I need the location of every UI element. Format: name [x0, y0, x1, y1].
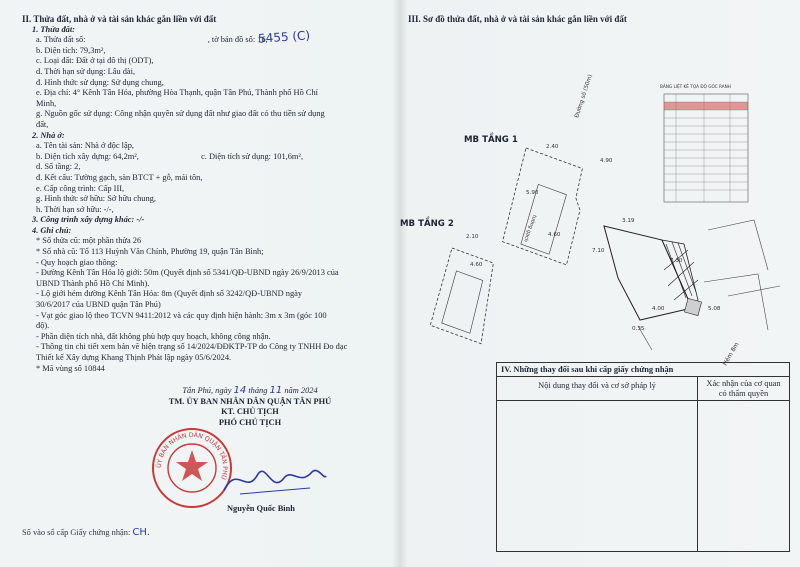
- alley-label: Hẻm 8m: [721, 341, 741, 367]
- signature-scribble-icon: [220, 460, 330, 500]
- land-term: d. Thời hạn sử dụng: Lâu dài,: [36, 66, 136, 76]
- note-line: - Phần diện tích nhà, đất không phù hợp quy hoạch, không công nhận.: [36, 331, 271, 341]
- right-page: [400, 14, 788, 559]
- note-line: Thiết kế Xây dựng Khang Thịnh Phát lập ngày 05/6/2024.: [36, 353, 232, 362]
- register-value: CH.: [132, 527, 150, 538]
- dimension-label: 4.90: [600, 158, 613, 164]
- land-origin: g. Nguồn gốc sử dụng: Công nhận quyền sử dụng đất như giao đất có thu tiền sử dụng: [36, 109, 325, 119]
- dimension-labels: [466, 144, 721, 332]
- land-usage-form: đ. Hình thức sử dụng: Sử dụng chung,: [36, 77, 164, 87]
- house-name: a. Tên tài sản: Nhà ở độc lập,: [36, 141, 134, 151]
- signer-name: Nguyễn Quốc Bình: [227, 504, 295, 513]
- note-line: độ).: [36, 321, 50, 331]
- issuer-line-1: TM. ỦY BAN NHÂN DÂN QUẬN TÂN PHÚ: [168, 396, 332, 406]
- issuer-line-2: KT. CHỦ TỊCH: [221, 407, 279, 417]
- handwritten-number: 5455 (C): [257, 28, 311, 46]
- section-3-title: III. Sơ đồ thửa đất, nhà ở và tài sản khác gắn liền với đất: [408, 14, 627, 24]
- dimension-label: 2.10: [466, 234, 479, 240]
- note-line: * Mã vùng số 10844: [36, 363, 105, 373]
- land-number-label: a. Thửa đất số:: [36, 35, 86, 45]
- issue-date: Tân Phú, ngày 14 tháng 11 năm 2024: [182, 385, 318, 396]
- col-change-content: Nội dung thay đổi và cơ sở pháp lý: [497, 377, 698, 400]
- site-plan-diagram: [400, 30, 788, 367]
- usable-area: c. Diện tích sử dụng: 101,6m²,: [201, 151, 304, 161]
- dimension-label: 4.60: [470, 262, 483, 268]
- house-ownership-term: h. Thời hạn sở hữu: -/-,: [36, 204, 114, 214]
- dimension-label: 5.08: [708, 306, 721, 312]
- svg-text:tường gạch: tường gạch: [522, 213, 538, 243]
- house-floors: d. Số tầng: 2,: [36, 162, 81, 172]
- dimension-label: 4.60: [548, 232, 561, 238]
- land-number-line: [22, 35, 390, 46]
- notes-heading: 4. Ghi chú:: [32, 225, 72, 235]
- land-address: e. Địa chỉ: 4° Kênh Tân Hóa, phường Hòa Thạnh, quận Tân Phú, Thành phố Hồ Chí: [36, 88, 318, 98]
- house-heading: 2. Nhà ở:: [32, 130, 65, 140]
- register-footer: [22, 528, 150, 539]
- changes-table: [496, 362, 790, 552]
- note-line: - Vạt góc giao lộ theo TCVN 9411:2012 và các quy định hiện hành: 3m x 3m (góc 100: [36, 310, 327, 320]
- road-label: Đường số (50m): [574, 73, 594, 119]
- other-works: 3. Công trình xây dựng khác: -/-: [32, 215, 145, 225]
- section-4-title: IV. Những thay đổi sau khi cấp giấy chứng nhận: [497, 363, 789, 377]
- house-ownership: g. Hình thức sở hữu: Sở hữu chung,: [36, 194, 156, 204]
- dimension-label: 2.40: [546, 144, 559, 150]
- floor-2-plan: [425, 248, 509, 344]
- dimension-label: 3.19: [622, 218, 635, 224]
- note-line: * Số nhà cũ: Tổ 113 Huỳnh Văn Chính, Phường 19, quận Tân Bình;: [36, 247, 264, 257]
- land-area: b. Diện tích: 79,3m²,: [36, 45, 106, 55]
- note-line: - Quy hoạch giao thông:: [36, 257, 118, 267]
- issuer-line-3: PHÓ CHỦ TỊCH: [218, 417, 282, 427]
- house-area-line: [22, 152, 390, 163]
- changes-table-body: [497, 401, 789, 551]
- land-origin-cont: đất,: [36, 119, 49, 129]
- dimension-label: 5.90: [526, 190, 539, 196]
- floor-1-plan: [493, 148, 599, 265]
- floor-2-label: MB TẦNG 2: [400, 219, 454, 229]
- seal-ring-text: ỦY BAN NHÂN DÂN QUẬN TÂN PHÚ: [155, 431, 229, 481]
- issue-day: 14: [233, 385, 247, 396]
- construction-area: b. Diện tích xây dựng: 64,2m²,: [36, 151, 139, 161]
- map-sheet-label: , tờ bản đồ số: 16,: [207, 35, 268, 45]
- house-grade: e. Cấp công trình: Cấp III,: [36, 183, 125, 193]
- notes-list: [22, 236, 390, 374]
- register-label: Số vào sổ cấp Giấy chứng nhận:: [22, 528, 131, 537]
- note-line: UBND Thành phố Hồ Chí Minh).: [36, 278, 150, 288]
- note-line: - Lộ giới hẻm đường Kênh Tân Hóa: 8m (Quyết định số 3242/QĐ-UBND ngày: [36, 289, 303, 299]
- section-2-title: II. Thửa đất, nhà ở và tài sản khác gắn liền với đất: [22, 14, 217, 24]
- house-structure: đ. Kết cấu: Tường gạch, sàn BTCT + gỗ, mái tôn,: [36, 172, 203, 182]
- issue-month: 11: [269, 385, 283, 396]
- dimension-label: 7.10: [592, 248, 605, 254]
- coordinate-table: [660, 84, 748, 202]
- left-page: [22, 14, 390, 559]
- land-heading: 1. Thửa đất:: [32, 24, 75, 34]
- signature-block: [130, 386, 370, 428]
- dimension-label: 0.35: [632, 326, 645, 332]
- land-type: c. Loại đất: Đất ở tại đô thị (ODT),: [36, 56, 154, 66]
- dimension-label: 4.00: [652, 306, 665, 312]
- road-label-group: [573, 73, 594, 118]
- note-line: - Đường Kênh Tân Hóa lộ giới: 50m (Quyết định số 5341/QĐ-UBND ngày 26/9/2013 của: [36, 268, 339, 278]
- floor-1-label: MB TẦNG 1: [464, 135, 518, 145]
- note-line: - Thông tin chi tiết xem bản vẽ hiện trạng số 14/2024/ĐĐKTP-TP do Công ty TNHH Đo đạc: [36, 342, 348, 352]
- changes-table-header: [497, 377, 789, 401]
- note-line: * Số thửa cũ: một phần thửa 26: [36, 236, 142, 246]
- coord-table-title: BẢNG LIỆT KÊ TỌA ĐỘ GÓC RANH: [660, 84, 731, 89]
- note-line: 30/6/2017 của UBND quận Tân Phú): [36, 300, 161, 310]
- col-authority-confirm: Xác nhận của cơ quan có thẩm quyền: [706, 379, 781, 398]
- dimension-label: 7.30: [670, 258, 683, 264]
- land-address-cont: Minh,: [36, 98, 57, 108]
